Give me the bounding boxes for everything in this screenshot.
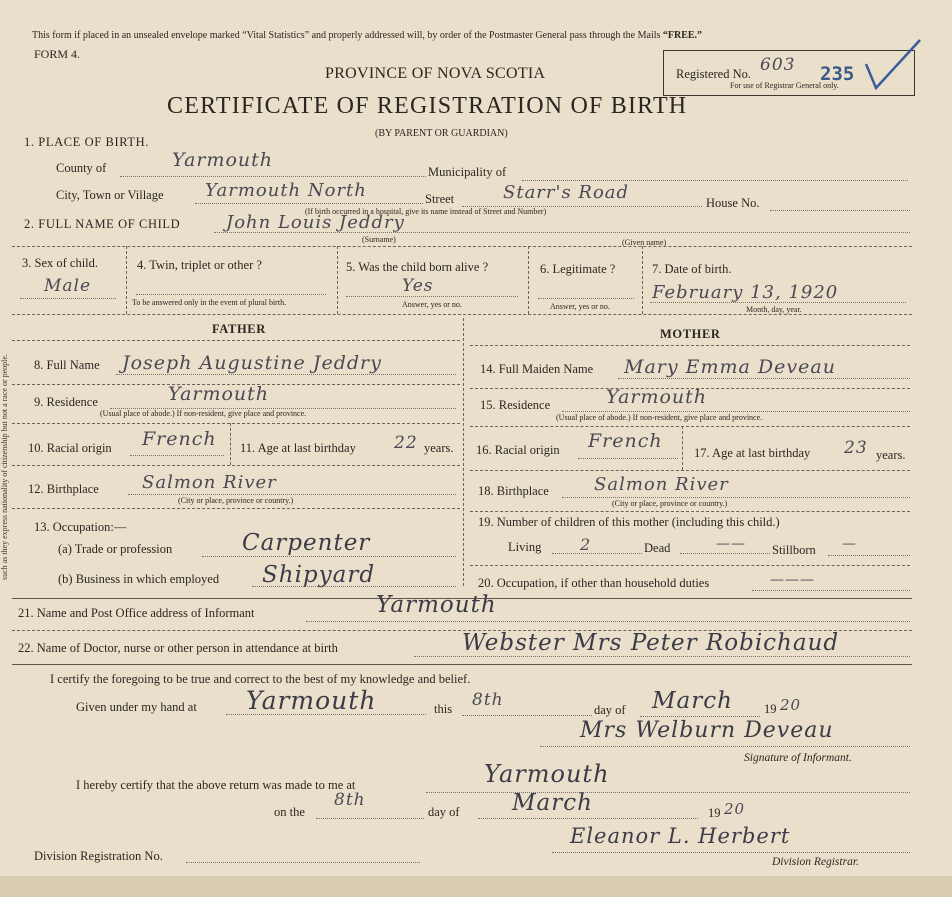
father-residence-label: 9. Residence — [34, 395, 98, 409]
mother-residence-value: Yarmouth — [606, 386, 708, 408]
postal-notice: This form if placed in an unsealed envelope marked “Vital Statistics” and properly addressed will, by order of the Postmaster General pass through the Mails “FREE.” — [32, 30, 703, 41]
registrar-day-of-label: day of — [428, 805, 460, 819]
registrar-certify-label: I hereby certify that the above return was made to me at — [76, 778, 356, 792]
father-birthplace-value: Salmon River — [142, 472, 277, 493]
father-residence-note: (Usual place of abode.) If non-resident, give place and province. — [100, 409, 307, 418]
mother-occupation-label: 20. Occupation, if other than household duties — [478, 576, 710, 590]
on-the-value: 8th — [334, 790, 366, 810]
registrar-year-value: 20 — [724, 800, 746, 818]
certify-statement: I certify the foregoing to be true and correct to the best of my knowledge and belief. — [50, 672, 471, 686]
mother-name-value: Mary Emma Deveau — [624, 356, 836, 378]
father-birthplace-label: 12. Birthplace — [28, 482, 99, 496]
registrar-use-note: For use of Registrar General only. — [730, 81, 839, 90]
city-label: City, Town or Village — [56, 188, 164, 202]
registrar-day-of-value: March — [512, 790, 593, 816]
informant-signature: Mrs Welburn Deveau — [580, 718, 834, 743]
place-of-birth-heading: 1. PLACE OF BIRTH. — [24, 135, 149, 149]
date-of-birth-label: 7. Date of birth. — [652, 262, 732, 276]
father-birthplace-note: (City or place, province or country.) — [178, 496, 294, 505]
mother-heading: MOTHER — [660, 327, 721, 341]
house-number-label: House No. — [706, 196, 760, 210]
date-of-birth-note: Month, day, year. — [746, 305, 802, 314]
informant-address-value: Yarmouth — [376, 592, 497, 618]
born-alive-value: Yes — [402, 276, 434, 296]
year-value: 20 — [780, 696, 802, 714]
registrar-certify-value: Yarmouth — [484, 760, 610, 788]
day-of-label: day of — [594, 703, 626, 717]
born-alive-note: Answer, yes or no. — [402, 300, 462, 309]
day-of-value: March — [652, 688, 733, 714]
mother-age-value: 23 — [844, 438, 868, 458]
check-mark-icon — [858, 36, 928, 96]
mother-occupation-value: ——— — [770, 572, 815, 588]
business-label: (b) Business in which employed — [58, 572, 220, 586]
dead-value: —— — [716, 536, 746, 552]
sex-value: Male — [44, 276, 92, 296]
page-subtitle: (BY PARENT OR GUARDIAN) — [375, 128, 508, 139]
given-name-note: (Given name) — [622, 238, 667, 247]
municipality-label: Municipality of — [428, 165, 507, 179]
dead-label: Dead — [644, 541, 671, 555]
doctor-label: 22. Name of Doctor, nurse or other person in attendance at birth — [18, 641, 338, 655]
province-title: PROVINCE OF NOVA SCOTIA — [325, 65, 546, 82]
mother-years-label: years. — [876, 448, 906, 462]
father-racial-value: French — [142, 428, 217, 450]
mother-name-label: 14. Full Maiden Name — [480, 362, 594, 376]
child-name-label: 2. FULL NAME OF CHILD — [24, 217, 181, 231]
legitimate-note: Answer, yes or no. — [550, 302, 610, 311]
mother-racial-value: French — [588, 430, 663, 452]
on-the-label: on the — [274, 805, 305, 819]
father-racial-label: 10. Racial origin — [28, 441, 112, 455]
division-registration-label: Division Registration No. — [34, 849, 163, 863]
given-value: Yarmouth — [246, 686, 377, 715]
father-age-value: 22 — [394, 433, 418, 453]
stillborn-value: — — [842, 536, 857, 552]
registered-stamp: 235 — [820, 63, 855, 85]
division-registrar-caption: Division Registrar. — [772, 856, 859, 868]
father-heading: FATHER — [212, 322, 266, 336]
year-prefix: 19 — [764, 702, 777, 716]
business-value: Shipyard — [262, 562, 376, 588]
living-value: 2 — [580, 535, 592, 554]
mother-birthplace-note: (City or place, province or country.) — [612, 499, 728, 508]
this-label: this — [434, 702, 453, 716]
informant-signature-caption: Signature of Informant. — [744, 752, 852, 764]
given-label: Given under my hand at — [76, 700, 197, 714]
form-number: FORM 4. — [34, 47, 81, 61]
county-label: County of — [56, 161, 107, 175]
mother-residence-note: (Usual place of abode.) If non-resident, give place and province. — [556, 413, 763, 422]
mother-racial-label: 16. Racial origin — [476, 443, 560, 457]
father-years-label: years. — [424, 441, 454, 455]
registered-number: 603 — [760, 55, 796, 75]
page-bottom-edge — [0, 876, 952, 897]
mother-residence-label: 15. Residence — [480, 398, 551, 412]
registered-label: Registered No. — [676, 67, 751, 81]
sex-label: 3. Sex of child. — [22, 256, 99, 270]
mother-age-label: 17. Age at last birthday — [694, 446, 811, 460]
hospital-note: (If birth occurred in a hospital, give its name instead of Street and Number) — [305, 207, 547, 216]
living-label: Living — [508, 540, 542, 554]
child-name-value: John Louis Jeddry — [226, 212, 405, 233]
mother-birthplace-value: Salmon River — [594, 474, 729, 495]
registrar-signature: Eleanor L. Herbert — [570, 824, 791, 848]
trade-value: Carpenter — [242, 530, 371, 556]
margin-note: such as they express nationality of citizenship but not a race or people. — [0, 354, 9, 580]
informant-address-label: 21. Name and Post Office address of Informant — [18, 606, 255, 620]
county-value: Yarmouth — [172, 149, 274, 171]
doctor-value: Webster Mrs Peter Robichaud — [462, 630, 840, 656]
father-name-label: 8. Full Name — [34, 358, 100, 372]
city-value: Yarmouth North — [205, 180, 367, 201]
page-title: CERTIFICATE OF REGISTRATION OF BIRTH — [167, 93, 688, 119]
father-age-label: 11. Age at last birthday — [240, 441, 356, 455]
twin-label: 4. Twin, triplet or other ? — [137, 258, 262, 272]
mother-birthplace-label: 18. Birthplace — [478, 484, 549, 498]
twin-note: To be answered only in the event of plural birth. — [132, 298, 287, 307]
stillborn-label: Stillborn — [772, 543, 816, 557]
this-value: 8th — [472, 690, 504, 710]
registrar-year-prefix: 19 — [708, 806, 721, 820]
street-value: Starr's Road — [503, 182, 630, 203]
street-label: Street — [425, 192, 455, 206]
father-name-value: Joseph Augustine Jeddry — [122, 352, 382, 374]
father-occupation-label: 13. Occupation:— — [34, 520, 127, 534]
father-residence-value: Yarmouth — [168, 383, 270, 405]
children-count-label: 19. Number of children of this mother (including this child.) — [478, 515, 780, 529]
date-of-birth-value: February 13, 1920 — [652, 282, 839, 303]
surname-note: (Surname) — [362, 235, 396, 244]
born-alive-label: 5. Was the child born alive ? — [346, 260, 489, 274]
legitimate-label: 6. Legitimate ? — [540, 262, 616, 276]
free-label: “FREE.” — [662, 30, 703, 41]
trade-label: (a) Trade or profession — [58, 542, 173, 556]
